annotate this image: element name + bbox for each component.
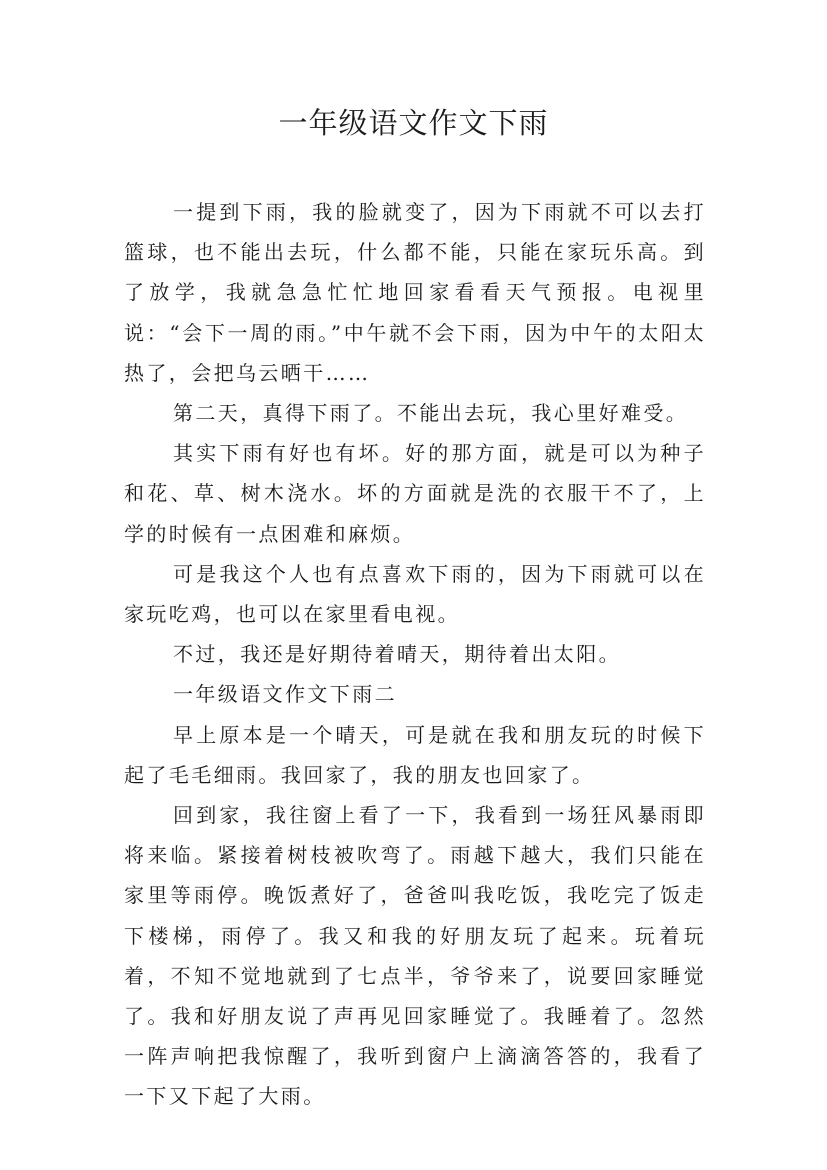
document-title: 一年级语文作文下雨 xyxy=(278,106,549,140)
paragraph: 早上原本是一个晴天，可是就在我和朋友玩的时候下起了毛毛细雨。我回家了，我的朋友也回家了。 xyxy=(124,722,706,787)
paragraph: 其实下雨有好也有坏。好的那方面，就是可以为种子和花、草、树木浇水。坏的方面就是洗的衣服干不了，上学的时候有一点困难和麻烦。 xyxy=(124,441,706,546)
section-heading: 一年级语文作文下雨二 xyxy=(173,682,397,707)
paragraph: 不过，我还是好期待着晴天，期待着出太阳。 xyxy=(173,642,621,667)
paragraph: 回到家，我往窗上看了一下，我看到一场狂风暴雨即将来临。紧接着树枝被吹弯了。雨越下越大，我们只能在家里等雨停。晚饭煮好了，爸爸叫我吃饭，我吃完了饭走下楼梯，雨停了。我又和我的好朋友玩了起来。玩着玩着，不知不觉地就到了七点半，爷爷来了，说要回家睡觉了。我和好朋友说了声再见回家睡觉了。我睡着了。忽然一阵声响把我惊醒了，我听到窗户上滴滴答答的，我看了一下又下起了大雨。 xyxy=(124,803,706,1109)
paragraph: 可是我这个人也有点喜欢下雨的，因为下雨就可以在家玩吃鸡，也可以在家里看电视。 xyxy=(124,561,706,627)
paragraph: 一提到下雨，我的脸就变了，因为下雨就不可以去打篮球，也不能出去玩，什么都不能，只能在家玩乐高。到了放学，我就急急忙忙地回家看看天气预报。电视里说：“会下一周的雨。”中午就不会下雨，因为中午的太阳太热了，会把乌云晒干…… xyxy=(124,200,706,385)
document-body xyxy=(124,192,706,1117)
paragraph: 第二天，真得下雨了。不能出去玩，我心里好难受。 xyxy=(173,401,689,426)
